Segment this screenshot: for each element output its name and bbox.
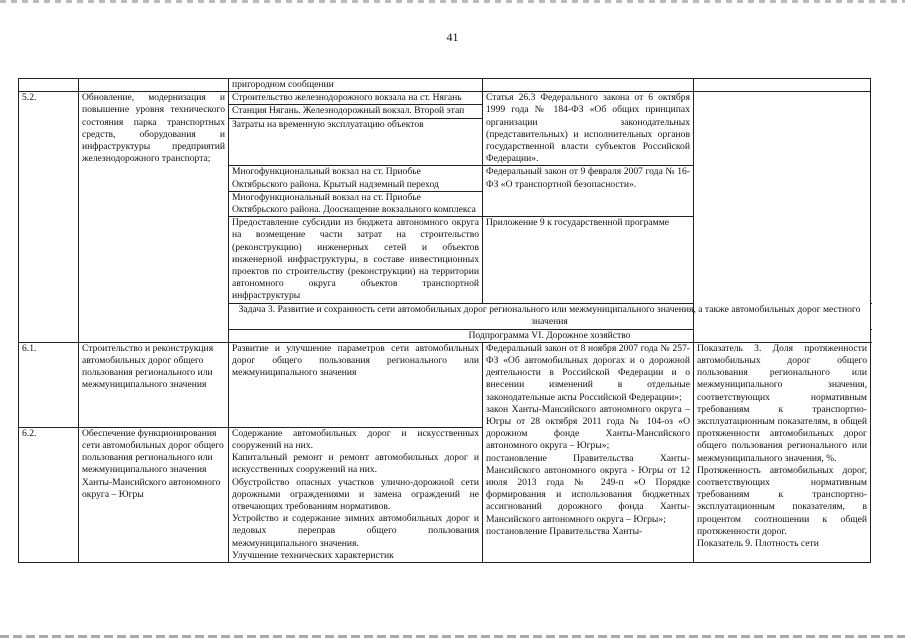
measure-item: Многофункциональный вокзал на ст. Приобье Октябрьского района. Дооснащение вокзального комплекса xyxy=(232,191,476,216)
task-cell: Обеспечение функционирования сети автомобильных дорог общего пользования регионального или межмуниципального значения Ханты-Мансийского автономного округа – Югры xyxy=(79,427,229,562)
indicator-line: Протяженность автомобильных дорог, соответствующих нормативным требованиям к транспортно-эксплуатационным показателям, в процентом соотношении к общей протяженности дорог. xyxy=(697,464,867,537)
table-row-6-1 xyxy=(19,342,871,427)
measure-item: Строительство железнодорожного вокзала на ст. Нягань xyxy=(229,92,482,105)
measure-line: Капитальный ремонт и ремонт автомобильных дорог и искусственных сооружений на них. xyxy=(232,452,479,476)
measure-item: Станция Нягань. Железнодорожный вокзал. Второй этап xyxy=(229,105,482,118)
measure-item: Многофункциональный вокзал на ст. Приобье Октябрьского района. Крытый надземный переход xyxy=(229,166,482,191)
document-table-wrapper xyxy=(18,78,870,563)
measure-item: Предоставление субсидии из бюджета автономного округа на возмещение части затрат на строительство (реконструкцию) инженерных сетей и объектов инженерной инфраструктуры, в составе инвестиционных проектов по строительству (реконструкции) на территории автономного округа объектов транспортной инфраструктуры xyxy=(229,217,483,304)
indicator-cell xyxy=(694,342,871,562)
task-cell: Обновление, модернизация и повышение уровня технического состояния парка транспортных средств, оборудования и инфраструктуры предприятий железнодорожного транспорта; xyxy=(79,92,229,343)
table-row-continuation xyxy=(19,79,871,92)
measure-cell: Развитие и улучшение параметров сети автомобильных дорог общего пользования регионального или межмуниципального значения xyxy=(229,342,483,427)
law-cell xyxy=(483,342,694,562)
table-row-5-2 xyxy=(19,92,871,166)
measure-line: Устройство и содержание зимних автомобильных дорог и ледовых переправ общего пользования межмуниципального значения. xyxy=(232,513,479,549)
subprogram-heading: Подпрограмма VI. Дорожное хозяйство xyxy=(229,329,871,342)
law-cell: Статья 26.3 Федерального закона от 6 октября 1999 года № 184-ФЗ «Об общих принципах организации законодательных (представительных) и исполнительных органов государственной власти субъектов Российской Федерации». xyxy=(483,92,694,166)
law-cell: Федеральный закон от 9 февраля 2007 года № 16-ФЗ «О транспортной безопасности». xyxy=(483,166,694,217)
task-cell: Строительство и реконструкция автомобильных дорог общего пользования регионального или межмуниципального значения xyxy=(79,342,229,427)
measure-group xyxy=(229,92,483,166)
measure-group xyxy=(229,166,483,217)
law-cell: Приложение 9 к государственной программе xyxy=(483,217,694,304)
row-number: 5.2. xyxy=(19,92,79,343)
law-line: Федеральный закон от 8 ноября 2007 года № 257-ФЗ «Об автомобильных дорогах и о дорожной деятельности в Российской Федерации и о внесении изменений в отдельные законодательные акты Российской Федерации»; xyxy=(486,342,690,403)
indicator-line: Показатель 3. Доля протяженности автомобильных дорог общего пользования регионального или межмуниципального значения, соответствующих нормативным требованиям к транспортно-эксплуатационным показателям, в общей протяженности автомобильных дорог общего пользования регионального или межмуниципального значения, %. xyxy=(697,342,867,464)
measure-cell: пригородном сообщении xyxy=(229,79,483,92)
indicator-line: Показатель 9. Плотность сети xyxy=(697,538,819,550)
law-line: постановление Правительства Ханты-Мансийского автономного округа - Югры от 12 июля 2013 года № 249-п «О Порядке формирования и использования бюджетных ассигнований дорожного фонда Ханты-Мансийского автономного округа – Югры»; xyxy=(486,452,690,525)
measure-line: Улучшение технических характеристик xyxy=(232,549,394,561)
law-line: постановление Правительства Ханты- xyxy=(486,525,643,537)
row-number: 6.2. xyxy=(19,427,79,562)
page-number: 41 xyxy=(446,30,459,44)
row-number: 6.1. xyxy=(19,342,79,427)
task-heading: Задача 3. Развитие и сохранность сети автомобильных дорог регионального или межмуниципального значения, а также автомобильных дорог местного значения xyxy=(229,304,871,329)
program-table xyxy=(18,78,871,563)
scan-edge-top xyxy=(0,0,905,3)
measure-line: Обустройство опасных участков улично-дорожной сети дорожными ограждениями и замена ограждений не отвечающих требованиям нормативов. xyxy=(232,476,479,513)
scan-edge-bottom xyxy=(0,635,905,638)
measure-cell xyxy=(229,427,483,562)
measure-item: Затраты на временную эксплуатацию объектов xyxy=(232,118,424,130)
measure-line: Содержание автомобильных дорог и искусственных сооружений на них. xyxy=(232,427,479,452)
law-line: закон Ханты-Мансийского автономного округа – Югры от 28 октября 2011 года № 104-оз «О дорожном фонде Ханты-Мансийского автономного округа – Югры»; xyxy=(486,403,690,452)
